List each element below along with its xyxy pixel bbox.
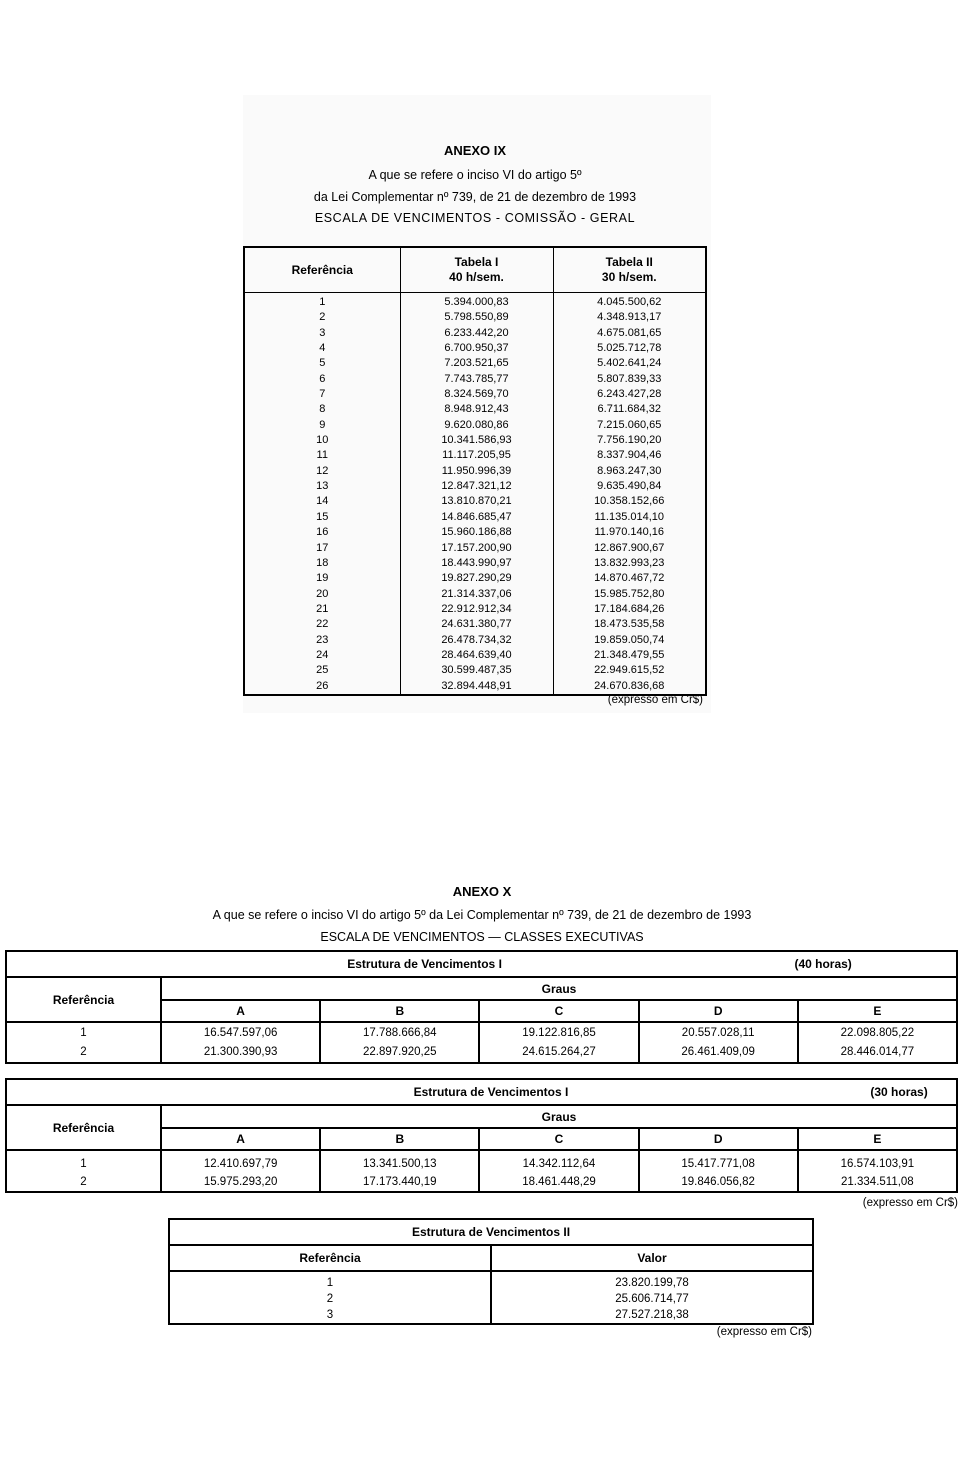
col-header-referencia: Referência (169, 1245, 491, 1271)
tabela2-value-cell: 4.675.081,65 (553, 326, 706, 341)
table-row (244, 617, 706, 632)
tabela1-value-cell: 26.478.734,32 (400, 633, 553, 648)
table-row (244, 387, 706, 402)
referencia-cell: 8 (244, 402, 400, 417)
grade-column-header: D (639, 1000, 798, 1022)
grade-e-cell: 28.446.014,77 (798, 1043, 957, 1063)
referencia-cell: 20 (244, 587, 400, 602)
referencia-cell: 4 (244, 341, 400, 356)
anexo9-header-row (244, 247, 706, 293)
tabela2-value-cell: 6.243.427,28 (553, 387, 706, 402)
table-row (6, 1022, 957, 1043)
header-row (169, 1245, 813, 1271)
valor-cell: 25.606.714,77 (491, 1291, 813, 1307)
table-row (244, 587, 706, 602)
tabela1-value-cell: 7.743.785,77 (400, 372, 553, 387)
referencia-cell: 12 (244, 464, 400, 479)
tabela2-value-cell: 18.473.535,58 (553, 617, 706, 632)
col-header-referencia: Referência (6, 1105, 161, 1150)
tabela2-value-cell: 4.045.500,62 (553, 293, 706, 311)
referencia-cell: 5 (244, 356, 400, 371)
table-row (244, 510, 706, 525)
tabela2-value-cell: 9.635.490,84 (553, 479, 706, 494)
referencia-cell: 18 (244, 556, 400, 571)
referencia-cell: 25 (244, 663, 400, 678)
table-row (244, 602, 706, 617)
tabela1-value-cell: 21.314.337,06 (400, 587, 553, 602)
anexo9-subtitle-3: ESCALA DE VENCIMENTOS - COMISSÃO - GERAL (314, 211, 636, 225)
table-row (244, 556, 706, 571)
estrutura1-currency-footnote: (expresso em Cr$) (862, 1197, 958, 1209)
tabela1-value-cell: 8.324.569,70 (400, 387, 553, 402)
tabela1-value-cell: 28.464.639,40 (400, 648, 553, 663)
tabela1-value-cell: 17.157.200,90 (400, 541, 553, 556)
tabela1-value-cell: 13.810.870,21 (400, 494, 553, 509)
referencia-cell: 2 (244, 310, 400, 325)
estrutura2-currency-footnote: (expresso em Cr$) (716, 1326, 812, 1338)
referencia-cell: 1 (6, 1022, 161, 1043)
grade-c-cell: 14.342.112,64 (479, 1150, 638, 1173)
table-row (244, 525, 706, 540)
col-header-referencia: Referência (6, 977, 161, 1022)
tabela2-value-cell: 5.025.712,78 (553, 341, 706, 356)
tabela2-value-cell: 7.756.190,20 (553, 433, 706, 448)
table-row (169, 1291, 813, 1307)
anexo9-currency-footnote: (expresso em Cr$) (607, 694, 703, 706)
graus-row (6, 1105, 957, 1128)
table-row (244, 541, 706, 556)
tabela2-value-cell: 6.711.684,32 (553, 402, 706, 417)
referencia-cell: 1 (169, 1271, 491, 1291)
col-header-tabela2: Tabela II 30 h/sem. (553, 247, 706, 293)
tabela2-value-cell: 15.985.752,80 (553, 587, 706, 602)
grade-c-cell: 19.122.816,85 (479, 1022, 638, 1043)
grade-c-cell: 24.615.264,27 (479, 1043, 638, 1063)
col-header-referencia: Referência (244, 247, 400, 293)
table-row (244, 571, 706, 586)
grade-a-cell: 21.300.390,93 (161, 1043, 320, 1063)
grade-column-header: B (320, 1128, 479, 1150)
tabela1-value-cell: 7.203.521,65 (400, 356, 553, 371)
anexo9-title: ANEXO IX (443, 143, 507, 158)
table-row (244, 479, 706, 494)
referencia-cell: 17 (244, 541, 400, 556)
tabela1-value-cell: 30.599.487,35 (400, 663, 553, 678)
tabela1-value-cell: 5.394.000,83 (400, 293, 553, 311)
referencia-cell: 26 (244, 679, 400, 695)
tabela1-value-cell: 10.341.586,93 (400, 433, 553, 448)
valor-cell: 27.527.218,38 (491, 1307, 813, 1324)
referencia-cell: 23 (244, 633, 400, 648)
table-row (244, 418, 706, 433)
tabela2-value-cell: 13.832.993,23 (553, 556, 706, 571)
referencia-cell: 22 (244, 617, 400, 632)
table-row (6, 1173, 957, 1192)
table-row (244, 663, 706, 678)
anexo9-header (178, 143, 772, 230)
tabela1-value-cell: 9.620.080,86 (400, 418, 553, 433)
tabela2-value-cell: 5.807.839,33 (553, 372, 706, 387)
estrutura1-30h-table (5, 1078, 958, 1193)
table-row (244, 648, 706, 663)
tabela2-value-cell: 8.963.247,30 (553, 464, 706, 479)
title-row (169, 1219, 813, 1245)
table-row (244, 310, 706, 325)
tabela2-value-cell: 21.348.479,55 (553, 648, 706, 663)
table-row (244, 433, 706, 448)
tabela1-value-cell: 12.847.321,12 (400, 479, 553, 494)
table-row (244, 402, 706, 417)
grade-d-cell: 19.846.056,82 (639, 1173, 798, 1192)
grade-a-cell: 15.975.293,20 (161, 1173, 320, 1192)
table-row (6, 1150, 957, 1173)
tabela1-value-cell: 24.631.380,77 (400, 617, 553, 632)
referencia-cell: 14 (244, 494, 400, 509)
referencia-cell: 13 (244, 479, 400, 494)
referencia-cell: 11 (244, 448, 400, 463)
anexo9-subtitle-1: A que se refere o inciso VI do artigo 5º (368, 168, 582, 182)
grade-b-cell: 17.173.440,19 (320, 1173, 479, 1192)
title-row (6, 1079, 957, 1105)
tabela2-value-cell: 11.135.014,10 (553, 510, 706, 525)
tabela2-value-cell: 7.215.060,65 (553, 418, 706, 433)
referencia-cell: 2 (6, 1043, 161, 1063)
tabela2-value-cell: 12.867.900,67 (553, 541, 706, 556)
table-row (244, 679, 706, 695)
tabela2-value-cell: 24.670.836,68 (553, 679, 706, 695)
table-row (244, 448, 706, 463)
grade-e-cell: 21.334.511,08 (798, 1173, 957, 1192)
table-row (6, 1043, 957, 1063)
hours-label: (30 horas) (870, 1085, 928, 1099)
referencia-cell: 1 (244, 293, 400, 311)
tabela1-value-cell: 11.117.205,95 (400, 448, 553, 463)
tabela2-value-cell: 8.337.904,46 (553, 448, 706, 463)
hours-label: (40 horas) (794, 957, 852, 971)
grade-column-header: E (798, 1128, 957, 1150)
tabela2-value-cell: 14.870.467,72 (553, 571, 706, 586)
referencia-cell: 3 (169, 1307, 491, 1324)
table-row (244, 326, 706, 341)
tabela2-value-cell: 11.970.140,16 (553, 525, 706, 540)
grade-e-cell: 22.098.805,22 (798, 1022, 957, 1043)
tabela2-value-cell: 19.859.050,74 (553, 633, 706, 648)
graus-row (6, 977, 957, 1000)
table-title: Estrutura de Vencimentos I (413, 1085, 569, 1099)
referencia-cell: 6 (244, 372, 400, 387)
graus-group-header: Graus (161, 977, 957, 1000)
grade-column-header: C (479, 1128, 638, 1150)
col-header-tabela1: Tabela I 40 h/sem. (400, 247, 553, 293)
referencia-cell: 15 (244, 510, 400, 525)
table-row (244, 341, 706, 356)
referencia-cell: 10 (244, 433, 400, 448)
grade-a-cell: 16.547.597,06 (161, 1022, 320, 1043)
tabela2-value-cell: 10.358.152,66 (553, 494, 706, 509)
referencia-cell: 1 (6, 1150, 161, 1173)
tabela1-value-cell: 8.948.912,43 (400, 402, 553, 417)
grade-column-header: D (639, 1128, 798, 1150)
table-title: Estrutura de Vencimentos I (347, 957, 502, 971)
tabela1-value-cell: 6.700.950,37 (400, 341, 553, 356)
grade-column-header: A (161, 1128, 320, 1150)
anexo10-subtitle-2: ESCALA DE VENCIMENTOS — CLASSES EXECUTIVAS (320, 929, 644, 944)
referencia-cell: 24 (244, 648, 400, 663)
tabela1-value-cell: 18.443.990,97 (400, 556, 553, 571)
tabela2-value-cell: 5.402.641,24 (553, 356, 706, 371)
anexo9-subtitle-2: da Lei Complementar nº 739, de 21 de dezembro de 1993 (313, 189, 637, 204)
table-row (244, 464, 706, 479)
grade-column-header: A (161, 1000, 320, 1022)
graus-group-header: Graus (161, 1105, 957, 1128)
tabela1-value-cell: 22.912.912,34 (400, 602, 553, 617)
tabela1-value-cell: 32.894.448,91 (400, 679, 553, 695)
grade-column-header: C (479, 1000, 638, 1022)
referencia-cell: 9 (244, 418, 400, 433)
grade-column-header: B (320, 1000, 479, 1022)
tabela1-value-cell: 11.950.996,39 (400, 464, 553, 479)
referencia-cell: 3 (244, 326, 400, 341)
tabela2-value-cell: 17.184.684,26 (553, 602, 706, 617)
referencia-cell: 21 (244, 602, 400, 617)
tabela2-value-cell: 22.949.615,52 (553, 663, 706, 678)
table-row (244, 356, 706, 371)
referencia-cell: 16 (244, 525, 400, 540)
estrutura1-40h-table (5, 950, 958, 1064)
tabela2-value-cell: 4.348.913,17 (553, 310, 706, 325)
grade-e-cell: 16.574.103,91 (798, 1150, 957, 1173)
referencia-cell: 7 (244, 387, 400, 402)
grade-b-cell: 13.341.500,13 (320, 1150, 479, 1173)
table-row (244, 633, 706, 648)
referencia-cell: 2 (6, 1173, 161, 1192)
referencia-cell: 19 (244, 571, 400, 586)
grade-d-cell: 26.461.409,09 (639, 1043, 798, 1063)
referencia-cell: 2 (169, 1291, 491, 1307)
grade-a-cell: 12.410.697,79 (161, 1150, 320, 1173)
anexo9-vencimentos-table (243, 246, 707, 696)
tabela1-value-cell: 6.233.442,20 (400, 326, 553, 341)
grade-d-cell: 15.417.771,08 (639, 1150, 798, 1173)
grade-b-cell: 17.788.666,84 (320, 1022, 479, 1043)
anexo10-title: ANEXO X (452, 884, 512, 899)
table-row (244, 293, 706, 311)
anexo10-header (0, 884, 964, 948)
anexo10-subtitle-1: A que se refere o inciso VI do artigo 5º da Lei Complementar nº 739, de 21 de dezembro de 1993 (212, 908, 752, 922)
grade-b-cell: 22.897.920,25 (320, 1043, 479, 1063)
table-row (244, 494, 706, 509)
tabela1-value-cell: 14.846.685,47 (400, 510, 553, 525)
title-row (6, 951, 957, 977)
grade-d-cell: 20.557.028,11 (639, 1022, 798, 1043)
valor-cell: 23.820.199,78 (491, 1271, 813, 1291)
tabela1-value-cell: 5.798.550,89 (400, 310, 553, 325)
table-row (244, 372, 706, 387)
table-title: Estrutura de Vencimentos II (169, 1219, 813, 1245)
tabela1-value-cell: 15.960.186,88 (400, 525, 553, 540)
col-header-valor: Valor (491, 1245, 813, 1271)
grade-column-header: E (798, 1000, 957, 1022)
estrutura2-table (168, 1218, 814, 1325)
table-row (169, 1307, 813, 1324)
table-row (169, 1271, 813, 1291)
tabela1-value-cell: 19.827.290,29 (400, 571, 553, 586)
grade-c-cell: 18.461.448,29 (479, 1173, 638, 1192)
